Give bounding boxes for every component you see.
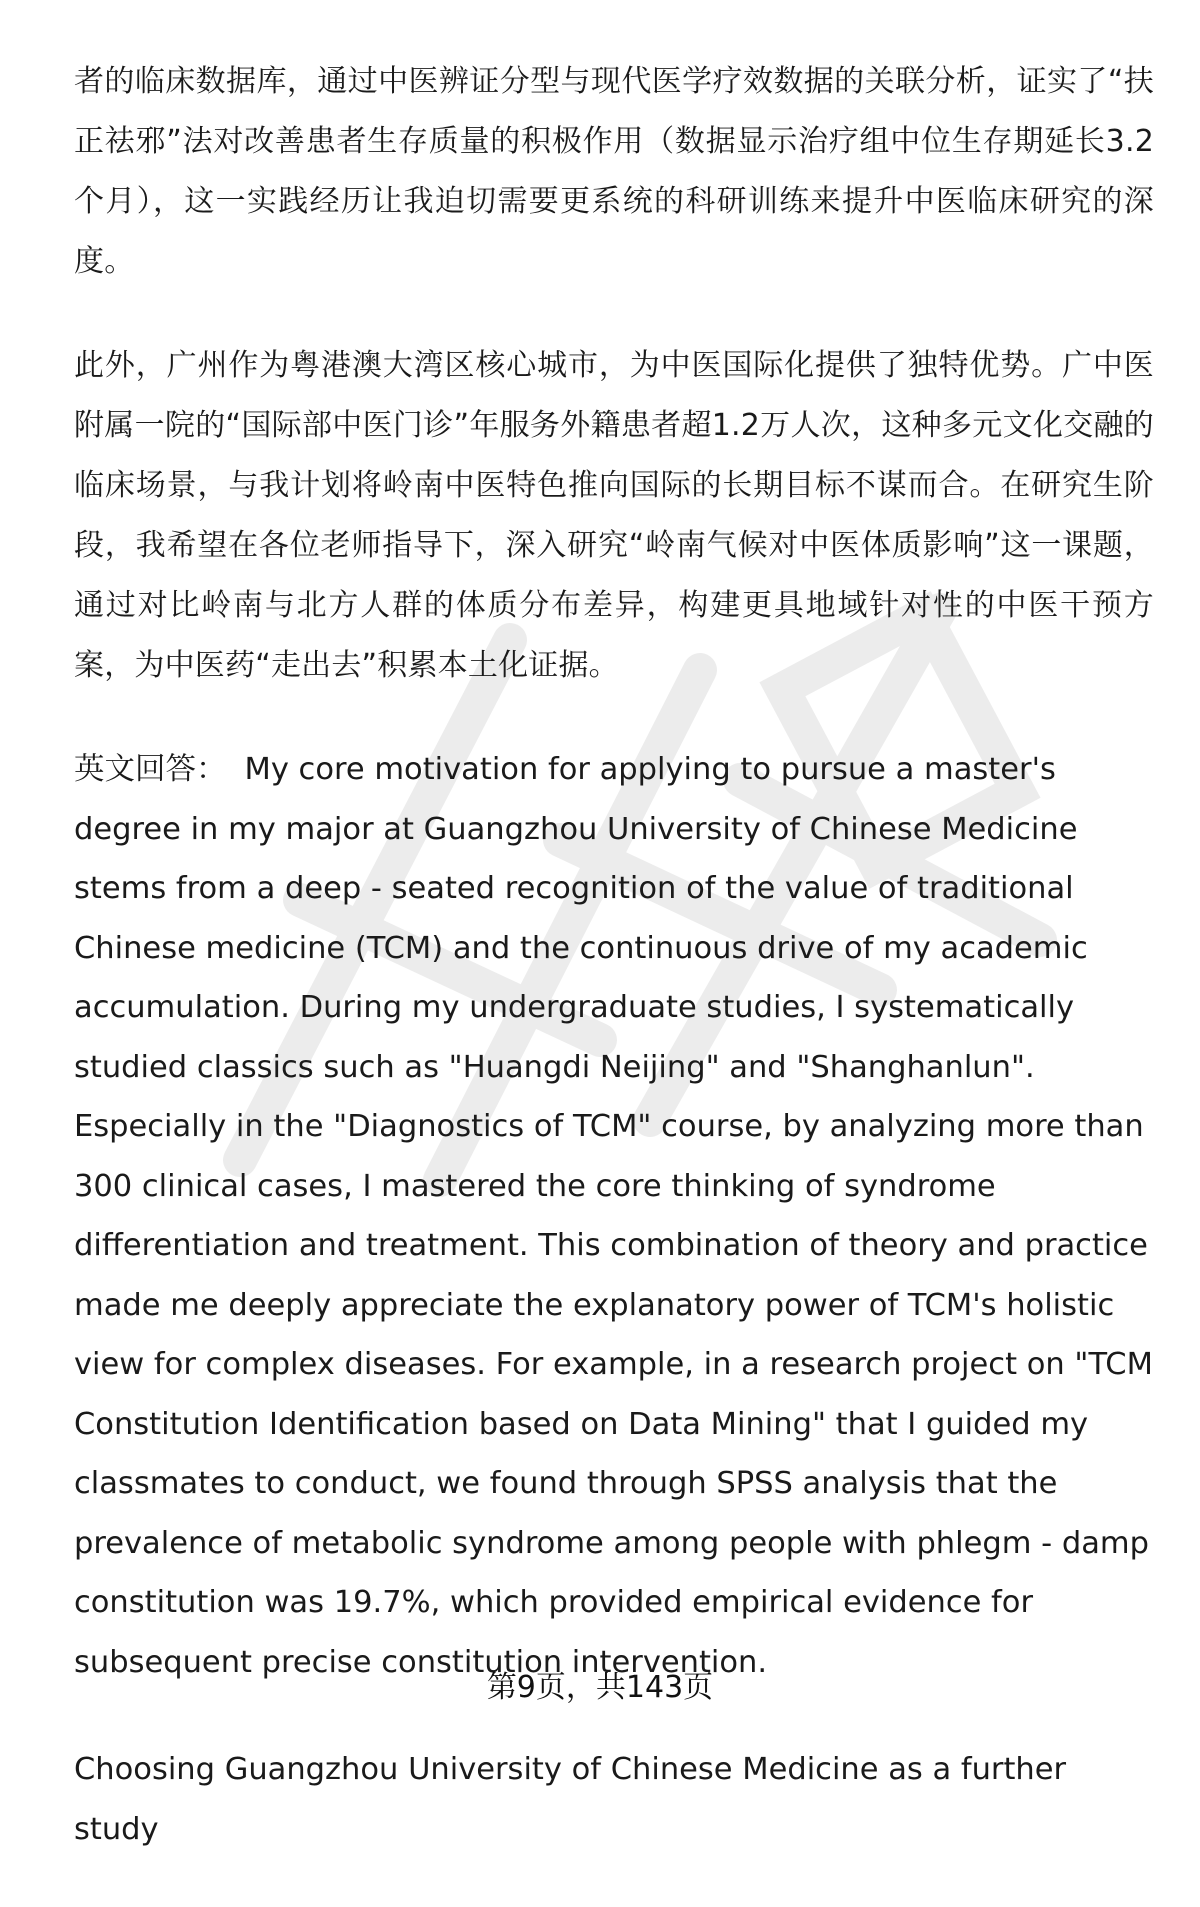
english-answer-label: 英文回答：	[74, 752, 227, 787]
chinese-paragraph-1: 者的临床数据库，通过中医辨证分型与现代医学疗效数据的关联分析，证实了“扶正祛邪”法对改善患者生存质量的积极作用（数据显示治疗组中位生存期延长3.2个月），这一实践经历让我迫切需要更系统的科研训练来提升中医临床研究的深度。	[74, 64, 1154, 279]
english-paragraph-continuation: Choosing Guangzhou University of Chinese Medicine as a further study	[74, 1752, 1067, 1847]
page-number-footer: 第9页，共143页	[486, 1670, 714, 1705]
english-answer-paragraph	[74, 740, 1154, 1692]
chinese-paragraph-2: 此外，广州作为粤港澳大湾区核心城市，为中医国际化提供了独特优势。广中医附属一院的“国际部中医门诊”年服务外籍患者超1.2万人次，这种多元文化交融的临床场景，与我计划将岭南中医特色推向国际的长期目标不谋而合。在研究生阶段，我希望在各位老师指导下，深入研究“岭南气候对中医体质影响”这一课题，通过对比岭南与北方人群的体质分布差异，构建更具地域针对性的中医干预方案，为中医药“走出去”积累本土化证据。	[74, 348, 1154, 683]
english-answer-text: My core motivation for applying to pursue a master's degree in my major at Guangzhou University of Chinese Medicine stems from a deep - seated recognition of the value of traditional Chinese medicine (TCM) and the continuous drive of my academic accumulation. During my undergraduate studies, I systematically studied classics such as "Huangdi Neijing" and "Shanghanlun". Especially in the "Diagnostics of TCM" course, by analyzing more than 300 clinical cases, I mastered the core thinking of syndrome differentiation and treatment. This combination of theory and practice made me deeply appreciate the explanatory power of TCM's holistic view for complex diseases. For example, in a research project on "TCM Constitution Identification based on Data Mining" that I guided my classmates to conduct, we found through SPSS analysis that the prevalence of metabolic syndrome among people with phlegm - damp constitution was 19.7%, which provided empirical evidence for subsequent precise constitution intervention.	[74, 752, 1153, 1680]
document-body	[74, 52, 1154, 1907]
